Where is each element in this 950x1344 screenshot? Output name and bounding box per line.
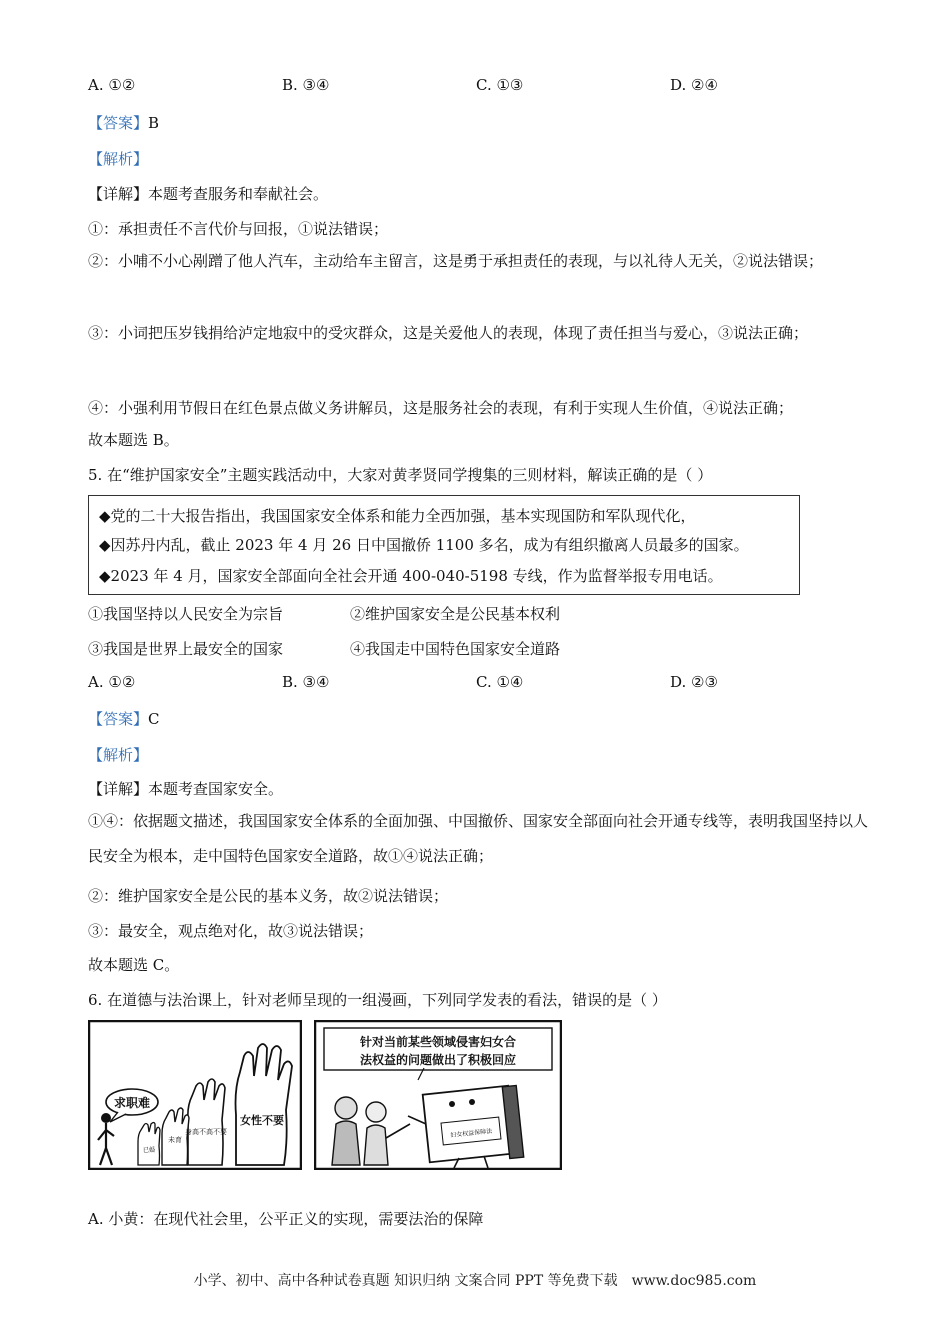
comic-hand-label-4: 女性不要	[240, 1114, 284, 1127]
comic-hand-label-3-text: 身高不高不要	[185, 1128, 227, 1136]
answer-value: B	[148, 114, 160, 132]
q5-point-1: ①④：依据题文描述，我国国家安全体系的全面加强、中国撤侨、国家安全部面向社会开通专线等，表明我国坚持以人民安全为根本，走中国特色国家安全道路，故①④说法正确；	[88, 812, 869, 865]
answer-tag: 【答案】	[88, 114, 149, 132]
q5-option-c: C. ①④	[476, 673, 524, 691]
comic-hand-label-3	[185, 1127, 227, 1136]
q5-material-2: ◆因苏丹内乱，截止 2023 年 4 月 26 日中国撤侨 1100 多名，成为有组织撤离人员最多的国家。	[99, 536, 749, 554]
q4-point-1: ①：承担责任不言代价与回报，①说法错误；	[88, 220, 389, 238]
comic-hand-label-1: 已婚	[142, 1147, 156, 1154]
q5-detail: 【详解】本题考查国家安全。	[88, 780, 284, 798]
q4-option-c: C. ①③	[476, 76, 524, 94]
q4-point-4: ④：小强利用节假日在红色景点做义务讲解员，这是服务社会的表现，有利于实现人生价值，④说法正确；	[88, 399, 794, 417]
q5-option-a: A. ①②	[88, 673, 136, 691]
answer-tag: 【答案】	[88, 710, 149, 728]
q5-material-1: ◆党的二十大报告指出，我国国家安全体系和能力全西加强，基本实现国防和军队现代化，	[99, 507, 696, 525]
q5-option-b: B. ③④	[282, 673, 330, 691]
q5-point-2: ②：维护国家安全是公民的基本义务，故②说法错误；	[88, 887, 449, 905]
comic-book-title: 妇女权益保障法	[450, 1127, 493, 1140]
q4-option-d: D. ②④	[670, 76, 718, 94]
q5-answer	[88, 708, 160, 729]
q5-analysis-tag: 【解析】	[88, 746, 149, 764]
answer-value: C	[148, 710, 160, 728]
q4-conclusion: 故本题选 B。	[88, 431, 179, 449]
q5-stem: 5. 在“维护国家安全”主题实践活动中，大家对黄孝贤同学搜集的三则材料，解读正确的是（ ）	[88, 466, 713, 484]
q4-answer	[88, 112, 159, 133]
q5-item-1: ①我国坚持以人民安全为宗旨	[88, 605, 284, 623]
q5-item-2: ②维护国家安全是公民基本权利	[350, 605, 561, 623]
page-footer	[0, 1270, 950, 1290]
q5-item-4: ④我国走中国特色国家安全道路	[350, 640, 561, 658]
q4-detail: 【详解】本题考查服务和奉献社会。	[88, 185, 329, 203]
q6-stem: 6. 在道德与法治课上，针对老师呈现的一组漫画，下列同学发表的看法，错误的是（ ）	[88, 991, 667, 1009]
q4-analysis-tag: 【解析】	[88, 150, 149, 168]
q4-point-2: ②：小哺不小心剐蹭了他人汽车，主动给车主留言，这是勇于承担责任的表现，与以礼待人无关，②说法错误；	[88, 252, 824, 270]
q4-point-3: ③：小词把压岁钱捐给泸定地寂中的受灾群众，这是关爱他人的表现，体现了责任担当与爱心，③说法正确；	[88, 324, 809, 342]
comic-hand-label-2: 未育	[168, 1136, 182, 1144]
comic-panel-law-response	[314, 1020, 562, 1170]
q4-option-b: B. ③④	[282, 76, 330, 94]
q5-material-3: ◆2023 年 4 月，国家安全部面向全社会开通 400-040-5198 专线，作为监督举报专用电话。	[99, 567, 723, 585]
q5-conclusion: 故本题选 C。	[88, 956, 180, 974]
q5-point-3: ③：最安全，观点绝对化，故③说法错误；	[88, 922, 374, 940]
q5-material-box	[88, 495, 800, 595]
comic-bubble-text: 求职难	[113, 1096, 151, 1110]
footer-text: 小学、初中、高中各种试卷真题 知识归纳 文案合同 PPT 等免费下载	[193, 1273, 618, 1289]
comic-caption-line-1: 针对当前某些领域侵害妇女合	[359, 1035, 517, 1049]
comic-panel-job-hunting	[88, 1020, 302, 1170]
footer-url[interactable]: www.doc985.com	[631, 1273, 757, 1289]
q5-item-3: ③我国是世界上最安全的国家	[88, 640, 284, 658]
comic-caption-line-2: 法权益的问题做出了积极回应	[359, 1053, 517, 1067]
q5-option-d: D. ②③	[670, 673, 718, 691]
q4-option-a: A. ①②	[88, 76, 136, 94]
q6-option-a: A. 小黄：在现代社会里，公平正义的实现，需要法治的保障	[88, 1210, 484, 1228]
